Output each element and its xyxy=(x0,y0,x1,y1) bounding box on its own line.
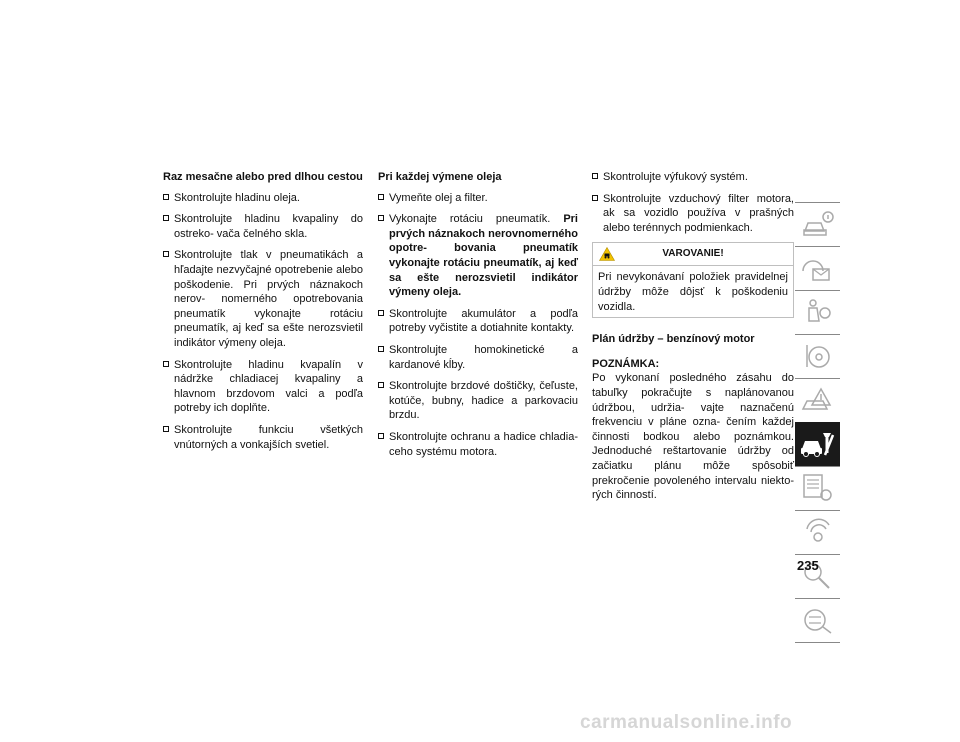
instrument-mail-icon xyxy=(799,251,835,285)
checkbox-icon xyxy=(378,382,384,388)
tab-languages[interactable] xyxy=(795,598,840,642)
specifications-icon xyxy=(799,471,835,505)
section-heading-oil-change: Pri každej výmene oleja xyxy=(378,171,502,183)
languages-icon xyxy=(799,603,835,637)
checklist-oil-change xyxy=(378,191,578,460)
bold-instruction: Pri prvých náznakoch nerovnomerného opotre- bovania pneumatík vykonajte rotáciu pneumatík, aj keď sa ešte nerozsvietil indikátor výmeny oleja. xyxy=(389,213,578,299)
car-info-icon xyxy=(799,207,835,241)
tab-specifications[interactable] xyxy=(795,466,840,510)
checkbox-icon xyxy=(163,194,169,200)
section-heading-monthly: Raz mesačne alebo pred dlhou cestou xyxy=(163,171,363,183)
column-3 xyxy=(592,170,794,503)
warning-title: VAROVANIE! xyxy=(662,248,724,260)
tab-instruments[interactable] xyxy=(795,246,840,290)
tab-car-info[interactable] xyxy=(795,202,840,246)
list-item: Skontrolujte výfukový systém. xyxy=(592,170,794,185)
note-text: Po vykonaní posledného zásahu do tabuľky pokračujte s naplánovanou údržbou, udržia- vajte naznačenú frekvenciu v pláne ozna- čením každej činnosti bodkou alebo poznámkou. Jednoduché reštartovanie údržby od začiatku plánu môže spôsobiť prekročenie povoleného intervalu niekto- rých činností. xyxy=(592,372,794,502)
list-item: Skontrolujte funkciu všetkých vnútorných a vonkajších svetiel. xyxy=(163,423,363,452)
column-2 xyxy=(378,170,578,466)
roadside-emergency-icon xyxy=(799,383,835,417)
list-item: Vykonajte rotáciu pneumatík. Pri prvých náznakoch nerovnomerného opotre- bovania pneumatík vykonajte rotáciu pneumatík, aj keď sa ešte nerozsvietil indikátor výmeny oleja. xyxy=(378,212,578,300)
checklist-monthly xyxy=(163,191,363,453)
tab-safety[interactable] xyxy=(795,290,840,334)
checkbox-icon xyxy=(378,310,384,316)
list-item: Skontrolujte homokinetické a kardanové kĺby. xyxy=(378,343,578,372)
safety-restraint-icon xyxy=(799,295,835,329)
column-1 xyxy=(163,170,363,459)
chapter-tabs xyxy=(795,202,840,644)
tab-bottom-rule xyxy=(795,642,840,644)
list-item: Vymeňte olej a filter. xyxy=(378,191,578,206)
checkbox-icon xyxy=(378,194,384,200)
checkbox-icon xyxy=(163,251,169,257)
tab-maintenance[interactable] xyxy=(795,422,840,466)
tab-driving[interactable] xyxy=(795,334,840,378)
tab-multimedia[interactable] xyxy=(795,510,840,554)
checkbox-icon xyxy=(378,346,384,352)
steering-wheel-icon xyxy=(799,339,835,373)
tab-emergency[interactable] xyxy=(795,378,840,422)
car-maintenance-icon xyxy=(799,427,835,461)
note-title: POZNÁMKA: xyxy=(592,357,660,370)
list-item: Skontrolujte akumulátor a podľa potreby vyčistite a dotiahnite kontakty. xyxy=(378,307,578,336)
list-item: Skontrolujte hladinu oleja. xyxy=(163,191,363,206)
list-item: Skontrolujte brzdové doštičky, čeľuste, kotúče, bubny, hadice a parkovaciu brzdu. xyxy=(378,379,578,423)
list-item: Skontrolujte hladinu kvapalín v nádržke chladiacej kvapaliny a hlavnom brzdovom valci a podľa potreby ich doplňte. xyxy=(163,358,363,416)
checkbox-icon xyxy=(378,215,384,221)
warning-box xyxy=(592,242,794,318)
multimedia-icon xyxy=(799,515,835,549)
list-item: Skontrolujte ochranu a hadice chladia- ceho systému motora. xyxy=(378,430,578,459)
checkbox-icon xyxy=(592,173,598,179)
list-item: Skontrolujte vzduchový filter motora, ak sa vozidlo používa v prašných alebo terénnych podmienkach. xyxy=(592,192,794,236)
list-item: Skontrolujte tlak v pneumatikách a hľadajte nezvyčajné opotrebenie alebo poškodenie. Pri prvých náznakoch nerov- nomerného opotrebovania pneumatík vykonajte rotáciu pneumatík, aj keď sa ešte nerozsvietil indikátor výmeny oleja. xyxy=(163,248,363,350)
page-number: 235 xyxy=(797,558,819,573)
maintenance-plan-heading: Plán údržby – benzínový motor xyxy=(592,333,755,346)
checkbox-icon xyxy=(163,361,169,367)
checklist-continued xyxy=(592,170,794,235)
warning-triangle-icon xyxy=(599,247,615,270)
list-item: Skontrolujte hladinu kvapaliny do ostreko- vača čelného skla. xyxy=(163,212,363,241)
warning-text: Pri nevykonávaní položiek pravidelnej údržby môže dôjsť k poškodeniu vozidla. xyxy=(598,271,788,313)
warning-header xyxy=(593,243,793,266)
checkbox-icon xyxy=(163,215,169,221)
watermark-text: carmanualsonline.info xyxy=(580,712,793,733)
checkbox-icon xyxy=(378,433,384,439)
checkbox-icon xyxy=(592,195,598,201)
checkbox-icon xyxy=(163,426,169,432)
